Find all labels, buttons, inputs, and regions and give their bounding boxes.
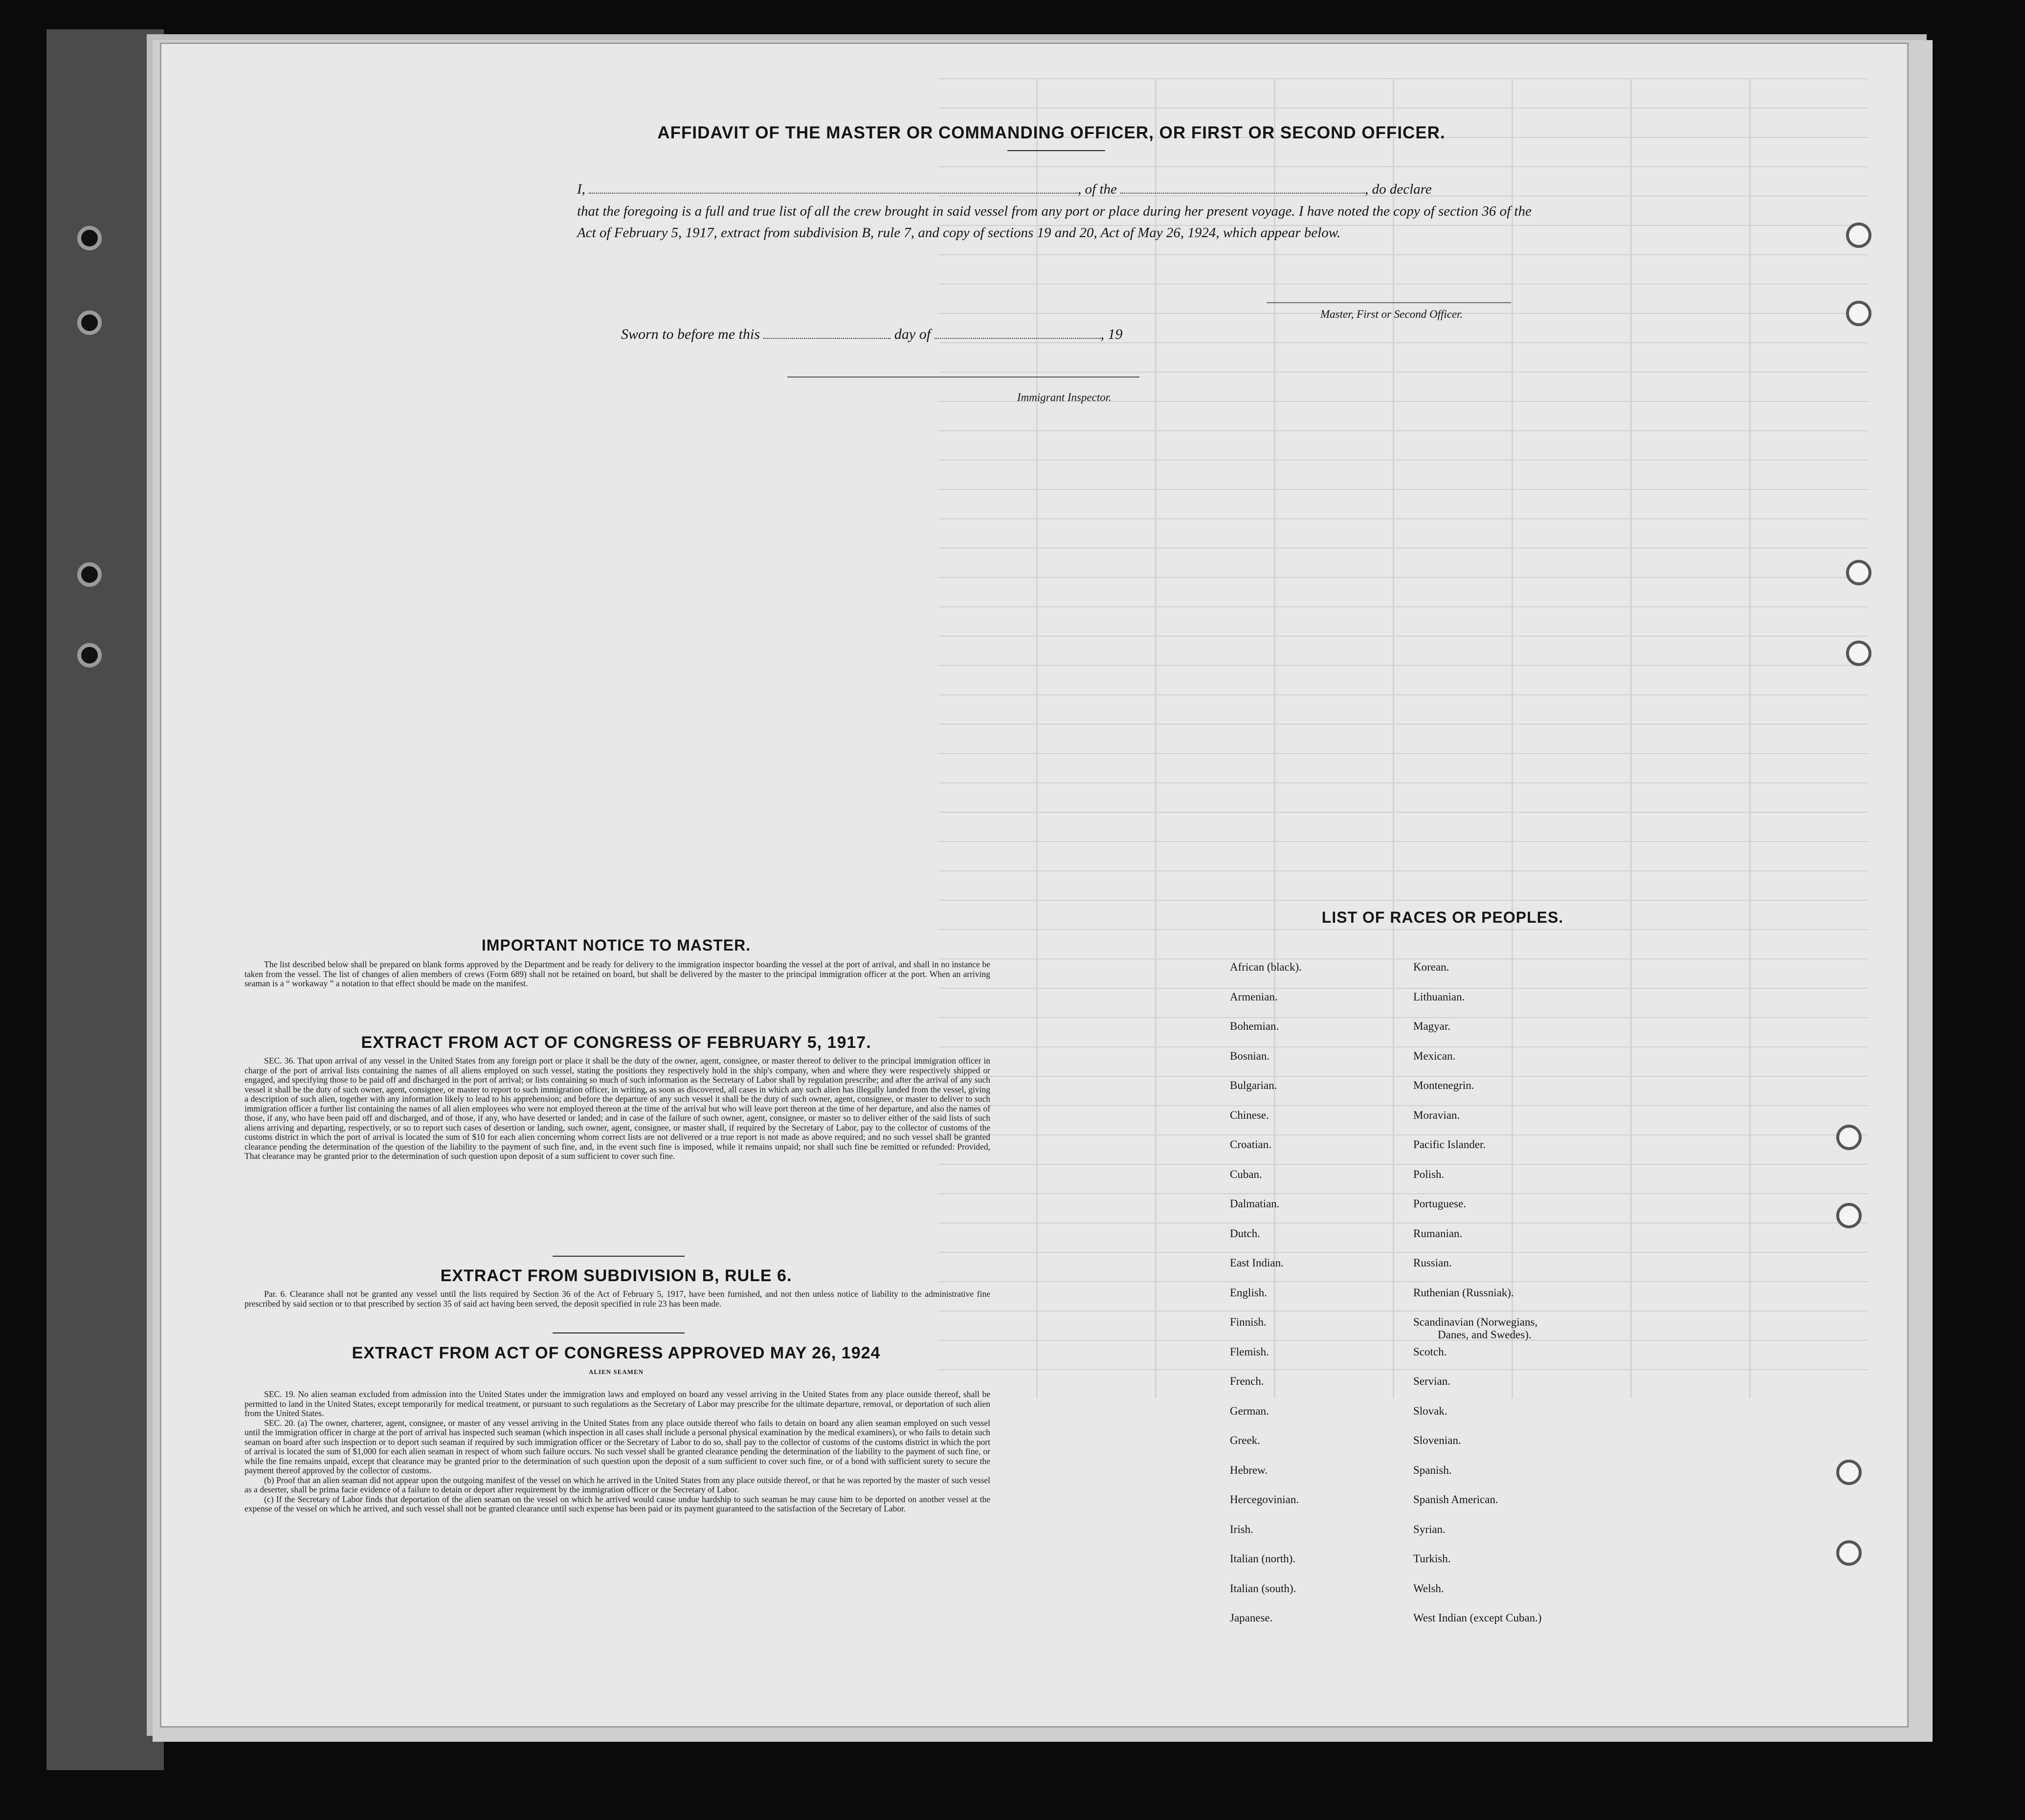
- race-label: Dalmatian.: [1230, 1198, 1280, 1210]
- race-label: African (black).: [1230, 961, 1302, 973]
- race-label: Pacific Islander.: [1413, 1138, 1486, 1151]
- extract-1924-text: [245, 1390, 990, 1514]
- month-blank: [935, 325, 1101, 339]
- race-item: [1413, 1287, 1542, 1316]
- binder-hole: [77, 226, 102, 250]
- race-label: Montenegrin.: [1413, 1079, 1474, 1091]
- extract-1917-text: [245, 1056, 990, 1161]
- race-item: [1230, 1168, 1302, 1198]
- race-item: [1413, 1582, 1542, 1612]
- race-label: Moravian.: [1413, 1109, 1460, 1121]
- sworn-year: , 19: [1100, 326, 1123, 342]
- race-item: [1230, 1020, 1302, 1050]
- binder-hole: [77, 311, 102, 335]
- race-label: Flemish.: [1230, 1345, 1269, 1358]
- race-label: Irish.: [1230, 1523, 1253, 1535]
- race-item: [1230, 1227, 1302, 1257]
- race-label: Bosnian.: [1230, 1049, 1270, 1062]
- affidavit-of-the: , of the: [1078, 181, 1117, 197]
- race-label: Scotch.: [1413, 1345, 1447, 1358]
- race-label: Ruthenian (Russniak).: [1413, 1286, 1514, 1299]
- race-item: [1230, 1375, 1302, 1405]
- race-label: Dutch.: [1230, 1227, 1260, 1240]
- sworn-day: day of: [894, 326, 931, 342]
- race-item: [1230, 991, 1302, 1021]
- race-label: Spanish American.: [1413, 1493, 1498, 1506]
- race-label: Bohemian.: [1230, 1020, 1279, 1032]
- race-item: [1413, 1316, 1542, 1346]
- race-label: Rumanian.: [1413, 1227, 1463, 1240]
- notice-paragraph: The list described below shall be prepared on blank forms approved by the Department and be ready for delivery to the immigration inspector boarding the vessel at the port of arrival, and shall in no instance be taken from the vessel. The list of changes of alien members of crews (Form 689) shall not be retained on board, but shall be delivered by the master to the principal immigration officer at the port. When an arriving seaman is a “ workaway ” a notation to that effect should be made on the manifest.: [245, 959, 990, 988]
- punch-hole: [1846, 641, 1871, 666]
- race-label: Lithuanian.: [1413, 990, 1465, 1003]
- punch-hole: [1846, 560, 1871, 585]
- race-item: [1413, 1434, 1542, 1464]
- punch-hole: [1836, 1460, 1862, 1485]
- race-item: [1230, 1434, 1302, 1464]
- notice-title: IMPORTANT NOTICE TO MASTER.: [481, 936, 751, 954]
- sec19-paragraph: SEC. 19. No alien seaman excluded from admission into the United States under the immigration laws and employed on board any vessel arriving in the United States from any place outside thereof, shall be permitted to land in the United States, except temporarily for medical treatment, or pursuant to such regulations as the Secretary of Labor may prescribe for the ultimate departure, removal, or deportation of such alien from the United States.: [245, 1389, 990, 1418]
- race-item: [1413, 1227, 1542, 1257]
- race-label: English.: [1230, 1286, 1268, 1299]
- race-label: Spanish.: [1413, 1464, 1452, 1476]
- race-item: [1230, 961, 1302, 991]
- race-item: [1230, 1582, 1302, 1612]
- race-item: [1413, 1168, 1542, 1198]
- sec20c-paragraph: (c) If the Secretary of Labor finds that deportation of the alien seaman on the vessel on which he arrived would cause undue hardship to such seaman he may cause him to be deported on another vessel at the expense of the vessel on which he arrived, and such vessel shall not be granted clearance until such expense has been paid or its payment guaranteed to the satisfaction of the Secretary of Labor.: [245, 1494, 990, 1513]
- race-item: [1413, 1050, 1542, 1080]
- race-item: [1413, 1138, 1542, 1168]
- race-item: [1230, 1612, 1302, 1642]
- race-item: [1413, 1198, 1542, 1227]
- race-item: [1413, 1523, 1542, 1553]
- races-title: LIST OF RACES OR PEOPLES.: [1321, 909, 1564, 926]
- binder-hole: [77, 562, 102, 587]
- day-blank: [763, 325, 890, 339]
- race-item: [1230, 1346, 1302, 1376]
- race-item: [1413, 991, 1542, 1021]
- race-item: [1413, 1405, 1542, 1435]
- race-label: Portuguese.: [1413, 1198, 1466, 1210]
- race-item: [1230, 1553, 1302, 1582]
- race-item: [1230, 1079, 1302, 1109]
- punch-hole: [1846, 301, 1871, 326]
- race-label: Welsh.: [1413, 1582, 1444, 1595]
- race-item: [1230, 1464, 1302, 1494]
- inspector-label: Immigrant Inspector.: [1017, 391, 1112, 403]
- race-item: [1413, 1375, 1542, 1405]
- punch-hole: [1836, 1125, 1862, 1150]
- race-item: [1230, 1405, 1302, 1435]
- races-right-column: [1413, 961, 1542, 1642]
- race-item: [1413, 1464, 1542, 1494]
- race-label: Mexican.: [1413, 1049, 1456, 1062]
- race-label-continuation: Danes, and Swedes).: [1438, 1329, 1532, 1341]
- master-label: Master, First or Second Officer.: [1320, 308, 1463, 320]
- race-item: [1413, 1612, 1542, 1642]
- race-label: Turkish.: [1413, 1553, 1451, 1565]
- race-item: [1413, 1109, 1542, 1139]
- name-blank: [589, 180, 1078, 194]
- race-label: Chinese.: [1230, 1109, 1269, 1121]
- race-item: [1413, 1553, 1542, 1582]
- punch-hole: [1846, 222, 1871, 248]
- race-item: [1413, 1346, 1542, 1376]
- race-label: Finnish.: [1230, 1316, 1267, 1328]
- section-divider: [553, 1332, 685, 1333]
- race-label: German.: [1230, 1404, 1269, 1417]
- race-label: East Indian.: [1230, 1257, 1284, 1269]
- race-label: Italian (north).: [1230, 1553, 1296, 1565]
- sworn-prefix: Sworn to before me this: [621, 326, 760, 342]
- race-label: Bulgarian.: [1230, 1079, 1277, 1091]
- race-item: [1230, 1287, 1302, 1316]
- race-label: Slovenian.: [1413, 1434, 1461, 1446]
- extract-rule6-text: [245, 1289, 990, 1309]
- race-label: Japanese.: [1230, 1612, 1273, 1624]
- race-label: Hebrew.: [1230, 1464, 1268, 1476]
- race-item: [1230, 1138, 1302, 1168]
- extract-rule6-title: EXTRACT FROM SUBDIVISION B, RULE 6.: [440, 1266, 792, 1285]
- affidavit-first-line: [577, 178, 1535, 200]
- race-label: Cuban.: [1230, 1168, 1262, 1180]
- race-label: Greek.: [1230, 1434, 1260, 1446]
- binder-strip: [46, 29, 164, 1770]
- affidavit-body: that the foregoing is a full and true list of all the crew brought in said vessel from any port or place during her present voyage. I have noted the copy of section 36 of the Act of February 5, 1917, extract from subdivision B, rule 7, and copy of sections 19 and 20, Act of May 26, 1924, which appear below.: [577, 203, 1532, 241]
- extract-1924-subtitle: ALIEN SEAMEN: [588, 1368, 644, 1376]
- race-label: Italian (south).: [1230, 1582, 1296, 1595]
- race-item: [1230, 1523, 1302, 1553]
- race-label: Croatian.: [1230, 1138, 1271, 1151]
- race-item: [1413, 1079, 1542, 1109]
- race-item: [1230, 1493, 1302, 1523]
- race-label: Syrian.: [1413, 1523, 1446, 1535]
- sec20a-paragraph: SEC. 20. (a) The owner, charterer, agent, consignee, or master of any vessel arriving in the United States from any place outside thereof who fails to detain on board any alien seaman employed on such vessel until the immigration officer in charge at the port of arrival has inspected such seaman (which inspection in all cases shall include a personal physical examination by the medical examiners), or who fails to detain such seaman on board after such inspection or to deport such seaman if required by such immigration officer or the Secretary of Labor to do so, shall pay to the collector of customs of the customs district in which the port of arrival is located the sum of $1,000 for each alien seaman in respect of whom such failure occurs. No such vessel shall be granted clearance pending the determination of the liability to the payment of such fine, or while the fine remains unpaid, except that clearance may be granted prior to the determination of such question upon the deposit of a sum sufficient to cover such fine, or of a bond with sufficient surety to secure the payment thereof approved by the collector of customs.: [245, 1418, 990, 1475]
- binder-hole: [77, 643, 102, 667]
- race-label: Polish.: [1413, 1168, 1445, 1180]
- affidavit-declare: , do declare: [1365, 181, 1432, 197]
- race-item: [1230, 1109, 1302, 1139]
- sec36-paragraph: SEC. 36. That upon arrival of any vessel in the United States from any foreign port or place it shall be the duty of the owner, agent, consignee, or master thereof to deliver to the principal immigration officer in charge of the port of arrival lists containing the names of all aliens employed on such vessel, stating the positions they respectively hold in the ship's company, when and where they were respectively shipped or engaged, and specifying those to be paid off and discharged in the port of arrival; or lists containing so much of such information as the Secretary of Labor shall by regulation prescribe; and after the arrival of any such vessel it shall be the duty of such owner, agent, consignee, or master to report to such immigration officer, in writing, as soon as discovered, all cases in which any such alien has illegally landed from the vessel, giving a description of such alien, together with any information likely to lead to his apprehension; and before the departure of any such vessel it shall be the duty of such owner, agent, consignee, or master to deliver to such immigration officer a further list containing the names of all alien employees who were not employed thereon at the time of the arrival but who will leave port thereon at the time of her departure, and also the names of those, if any, who have been paid off and discharged, and of those, if any, who have deserted or landed; and in case of the failure of such owner, agent, consignee, or master so to deliver either of the said lists of such aliens arriving and departing, respectively, or so to report such cases of desertion or landing, such owner, agent, consignee, or master shall, if required by the Secretary of Labor, pay to the collector of customs of the customs district in which the port of arrival is located the sum of $10 for each alien concerning whom correct lists are not delivered or a true report is not made as above required; and no such vessel shall be granted clearance pending the determination of the question of the liability to the payment of such fine, and, in the event such fine is imposed, while it remains unpaid; nor shall such fine be remitted or refunded: Provided, That clearance may be granted prior to the determination of such question upon deposit of a sum sufficient to cover such fine.: [245, 1056, 990, 1161]
- punch-hole: [1836, 1540, 1862, 1566]
- race-item: [1413, 1020, 1542, 1050]
- sec20b-paragraph: (b) Proof that an alien seaman did not appear upon the outgoing manifest of the vessel on which he arrived in the United States from any place outside thereof, or that he was reported by the master of such vessel as a deserter, shall be prima facie evidence of a failure to detain or deport after requirement by the immigration officer or the Secretary of Labor.: [245, 1475, 990, 1494]
- notice-text: [245, 960, 990, 989]
- rule6-paragraph: Par. 6. Clearance shall not be granted any vessel until the lists required by Section 36 of the Act of February 5, 1917, have been furnished, and not then unless notice of liability to the administrative fine prescribed by said section or to that prescribed by section 35 of said act having been served, the deposit specified in rule 23 has been made.: [245, 1289, 990, 1309]
- punch-hole: [1836, 1203, 1862, 1228]
- race-item: [1413, 961, 1542, 991]
- race-label: Armenian.: [1230, 990, 1278, 1003]
- race-label: Korean.: [1413, 961, 1449, 973]
- race-label: Magyar.: [1413, 1020, 1451, 1032]
- race-item: [1230, 1198, 1302, 1227]
- race-label: French.: [1230, 1375, 1264, 1387]
- race-label: Russian.: [1413, 1257, 1452, 1269]
- master-signature-line: [1267, 302, 1511, 303]
- race-item: [1230, 1316, 1302, 1346]
- race-label: Hercegovinian.: [1230, 1493, 1299, 1506]
- race-item: [1413, 1257, 1542, 1287]
- race-label: Scandinavian (Norwegians,: [1413, 1316, 1538, 1328]
- bleed-through-grid: [939, 78, 1868, 1398]
- race-item: [1230, 1050, 1302, 1080]
- race-item: [1230, 1257, 1302, 1287]
- affidavit-i: I,: [577, 181, 585, 197]
- vessel-blank: [1120, 180, 1365, 194]
- race-label: Slovak.: [1413, 1404, 1447, 1417]
- race-label: Servian.: [1413, 1375, 1451, 1387]
- race-item: [1413, 1493, 1542, 1523]
- affidavit-title: AFFIDAVIT OF THE MASTER OR COMMANDING OFFICER, OR FIRST OR SECOND OFFICER.: [657, 123, 1446, 142]
- section-divider: [553, 1256, 685, 1257]
- sworn-line: [621, 325, 1123, 343]
- races-left-column: [1230, 961, 1302, 1642]
- extract-1917-title: EXTRACT FROM ACT OF CONGRESS OF FEBRUARY 5, 1917.: [361, 1033, 871, 1052]
- title-underline: [1007, 150, 1105, 151]
- race-label: West Indian (except Cuban.): [1413, 1612, 1542, 1624]
- extract-1924-title: EXTRACT FROM ACT OF CONGRESS APPROVED MAY 26, 1924: [352, 1344, 881, 1362]
